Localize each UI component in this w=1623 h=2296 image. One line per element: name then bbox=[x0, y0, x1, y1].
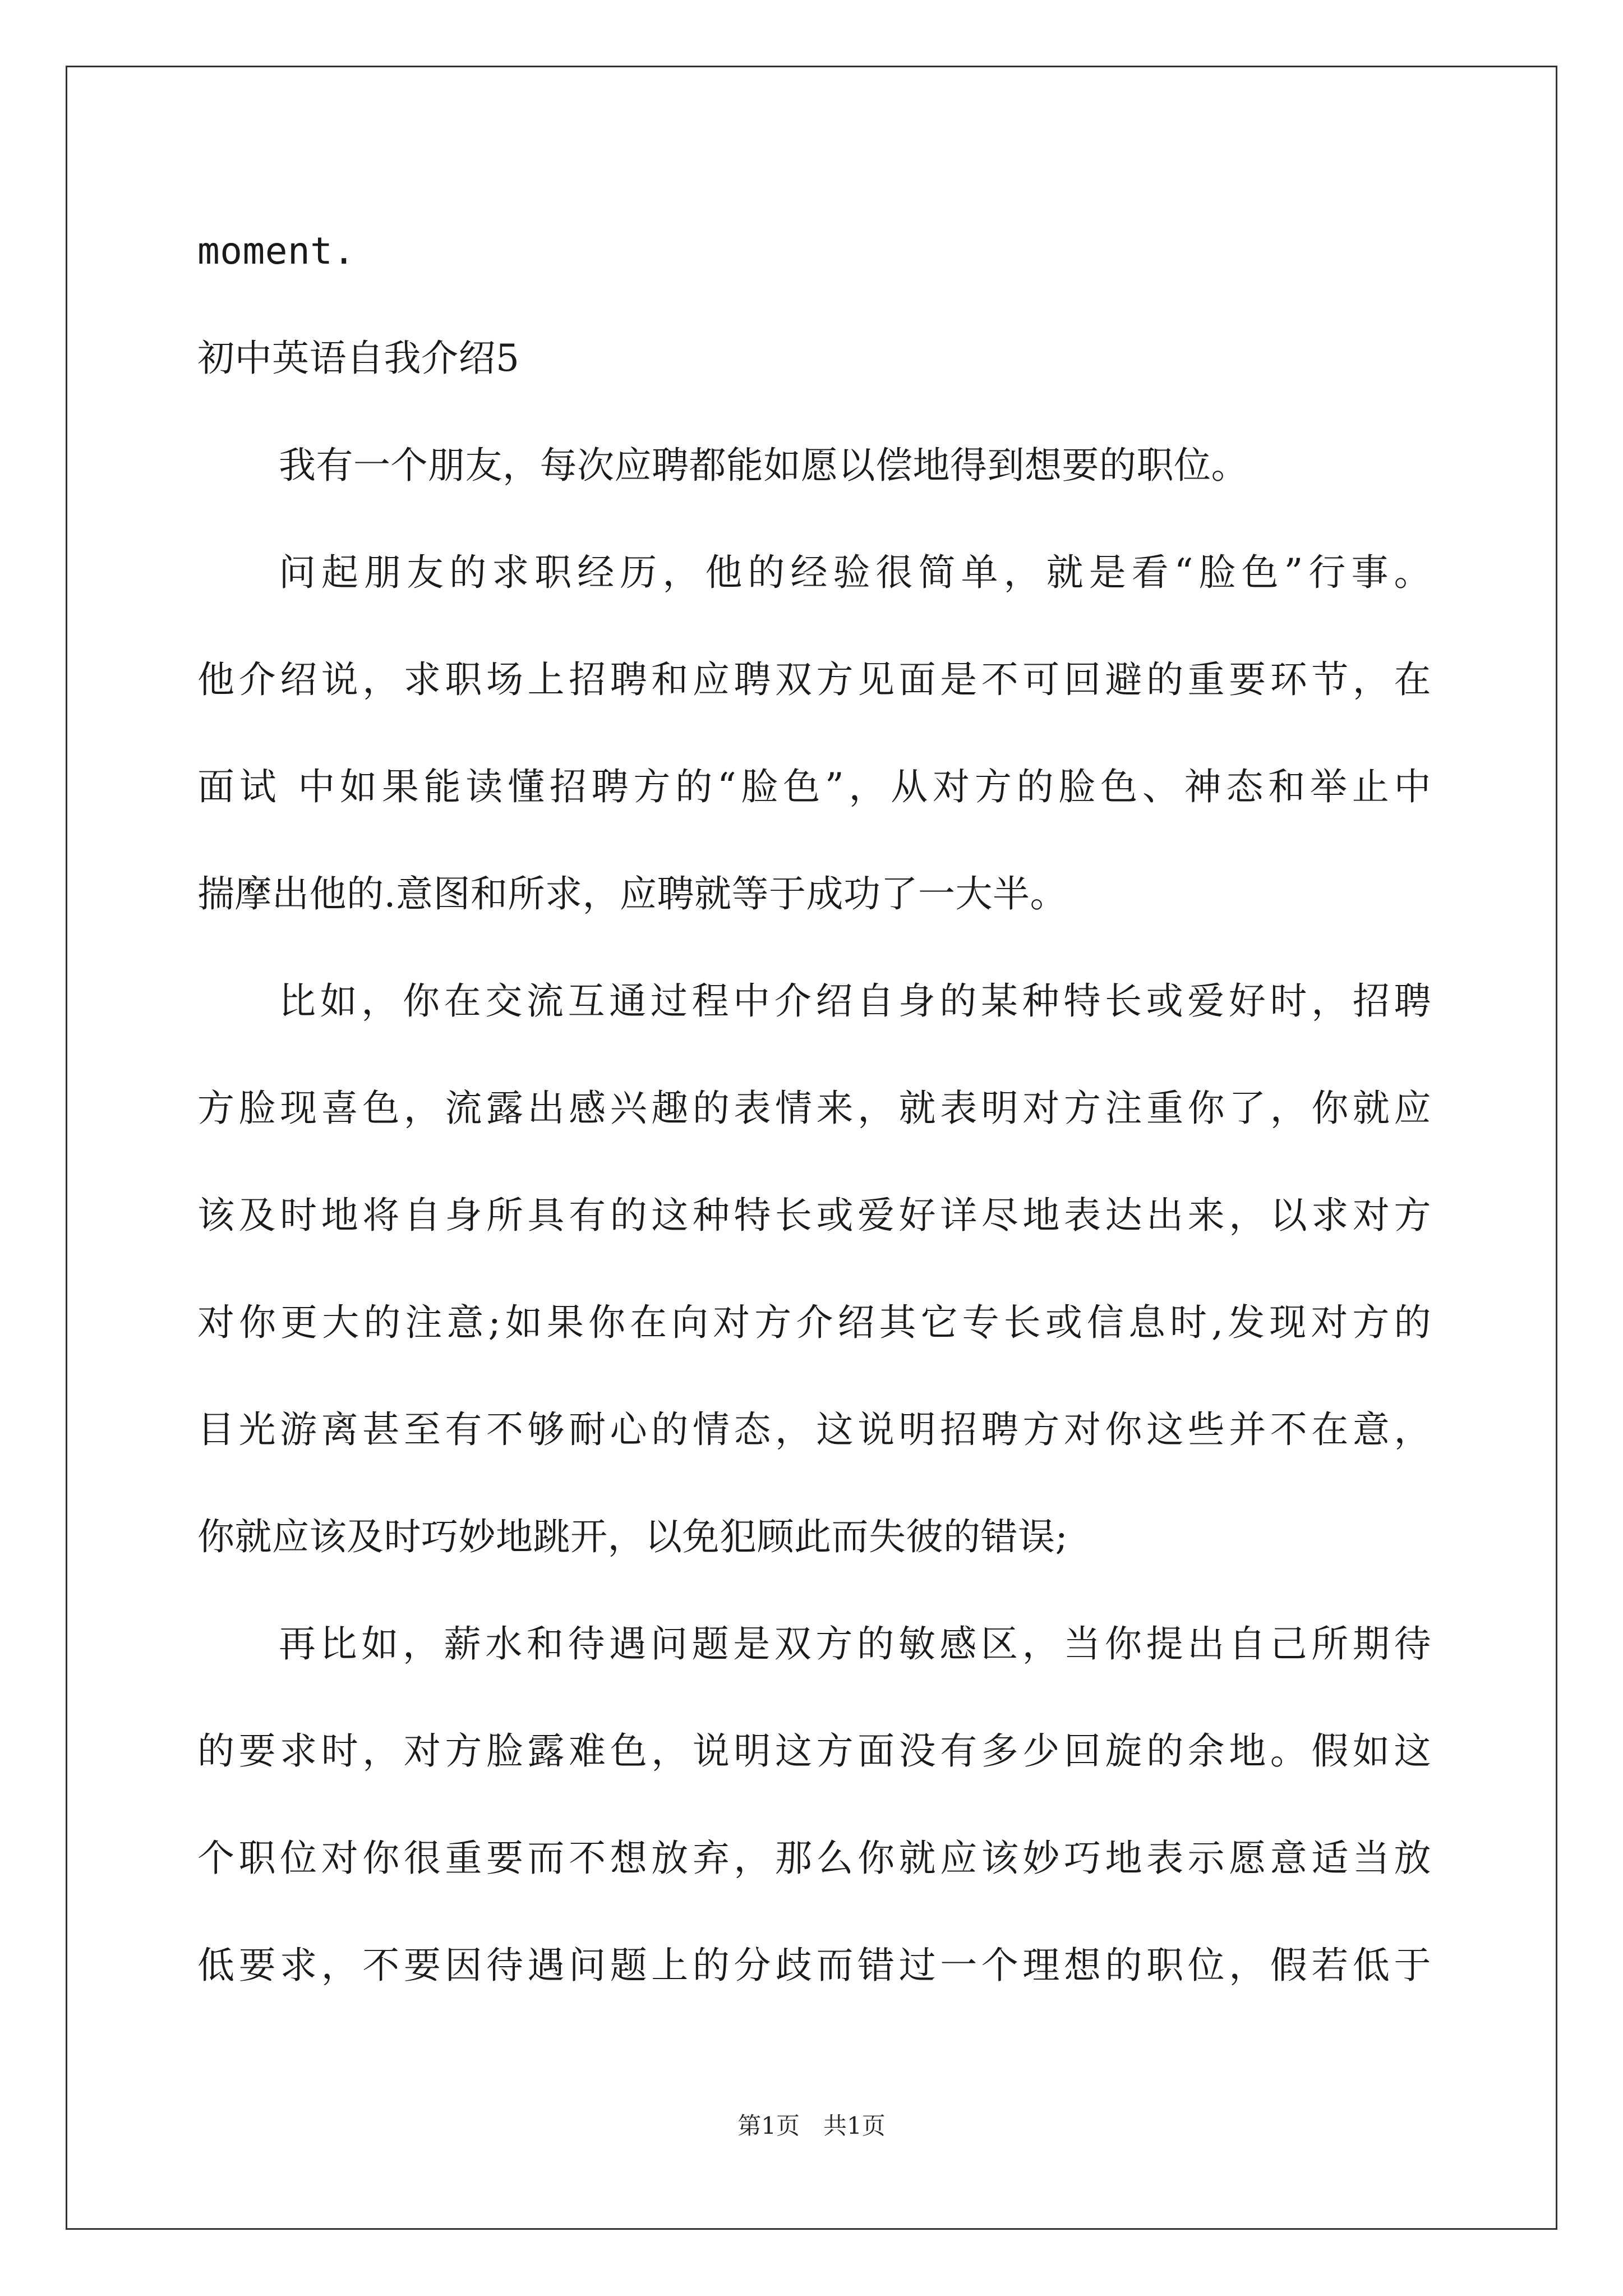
text-line: 我有一个朋友，每次应聘都能如愿以偿地得到想要的职位。 bbox=[279, 444, 1248, 487]
text-line: moment. bbox=[197, 229, 356, 273]
text-line: 个职位对你很重要而不想放弃，那么你就应该妙巧地表示愿意适当放 bbox=[197, 1837, 1431, 1880]
text-line: 你就应该及时巧妙地跳开，以免犯顾此而失彼的错误; bbox=[197, 1515, 1068, 1558]
text-line: 他介绍说，求职场上招聘和应聘双方见面是不可回避的重要环节，在 bbox=[197, 658, 1431, 701]
text-line: 的要求时，对方脸露难色，说明这方面没有多少回旋的余地。假如这 bbox=[197, 1729, 1431, 1773]
text-line: 该及时地将自身所具有的这种特长或爱好详尽地表达出来，以求对方 bbox=[197, 1194, 1431, 1237]
text-line: 目光游离甚至有不够耐心的情态，这说明招聘方对你这些并不在意， bbox=[197, 1408, 1431, 1451]
text-line: 比如，你在交流互通过程中介绍自身的某种特长或爱好时，招聘 bbox=[279, 979, 1431, 1023]
text-line: 再比如，薪水和待遇问题是双方的敏感区，当你提出自己所期待 bbox=[279, 1622, 1431, 1665]
text-line: 面试 中如果能读懂招聘方的“脸色”，从对方的脸色、神态和举止中 bbox=[197, 765, 1431, 808]
text-line: 方脸现喜色，流露出感兴趣的表情来，就表明对方注重你了，你就应 bbox=[197, 1087, 1431, 1130]
text-line: 对你更大的注意;如果你在向对方介绍其它专长或信息时,发现对方的 bbox=[197, 1301, 1431, 1344]
document-body bbox=[197, 224, 1431, 2046]
page-number-footer: 第1页 共1页 bbox=[737, 2112, 886, 2139]
text-line: 低要求，不要因待遇问题上的分歧而错过一个理想的职位，假若低于 bbox=[197, 1944, 1431, 1987]
section-heading: 初中英语自我介绍5 bbox=[197, 337, 520, 380]
text-line: 问起朋友的求职经历，他的经验很简单，就是看“脸色”行事。 bbox=[279, 551, 1431, 594]
text-line: 揣摩出他的.意图和所求，应聘就等于成功了一大半。 bbox=[197, 872, 1067, 915]
